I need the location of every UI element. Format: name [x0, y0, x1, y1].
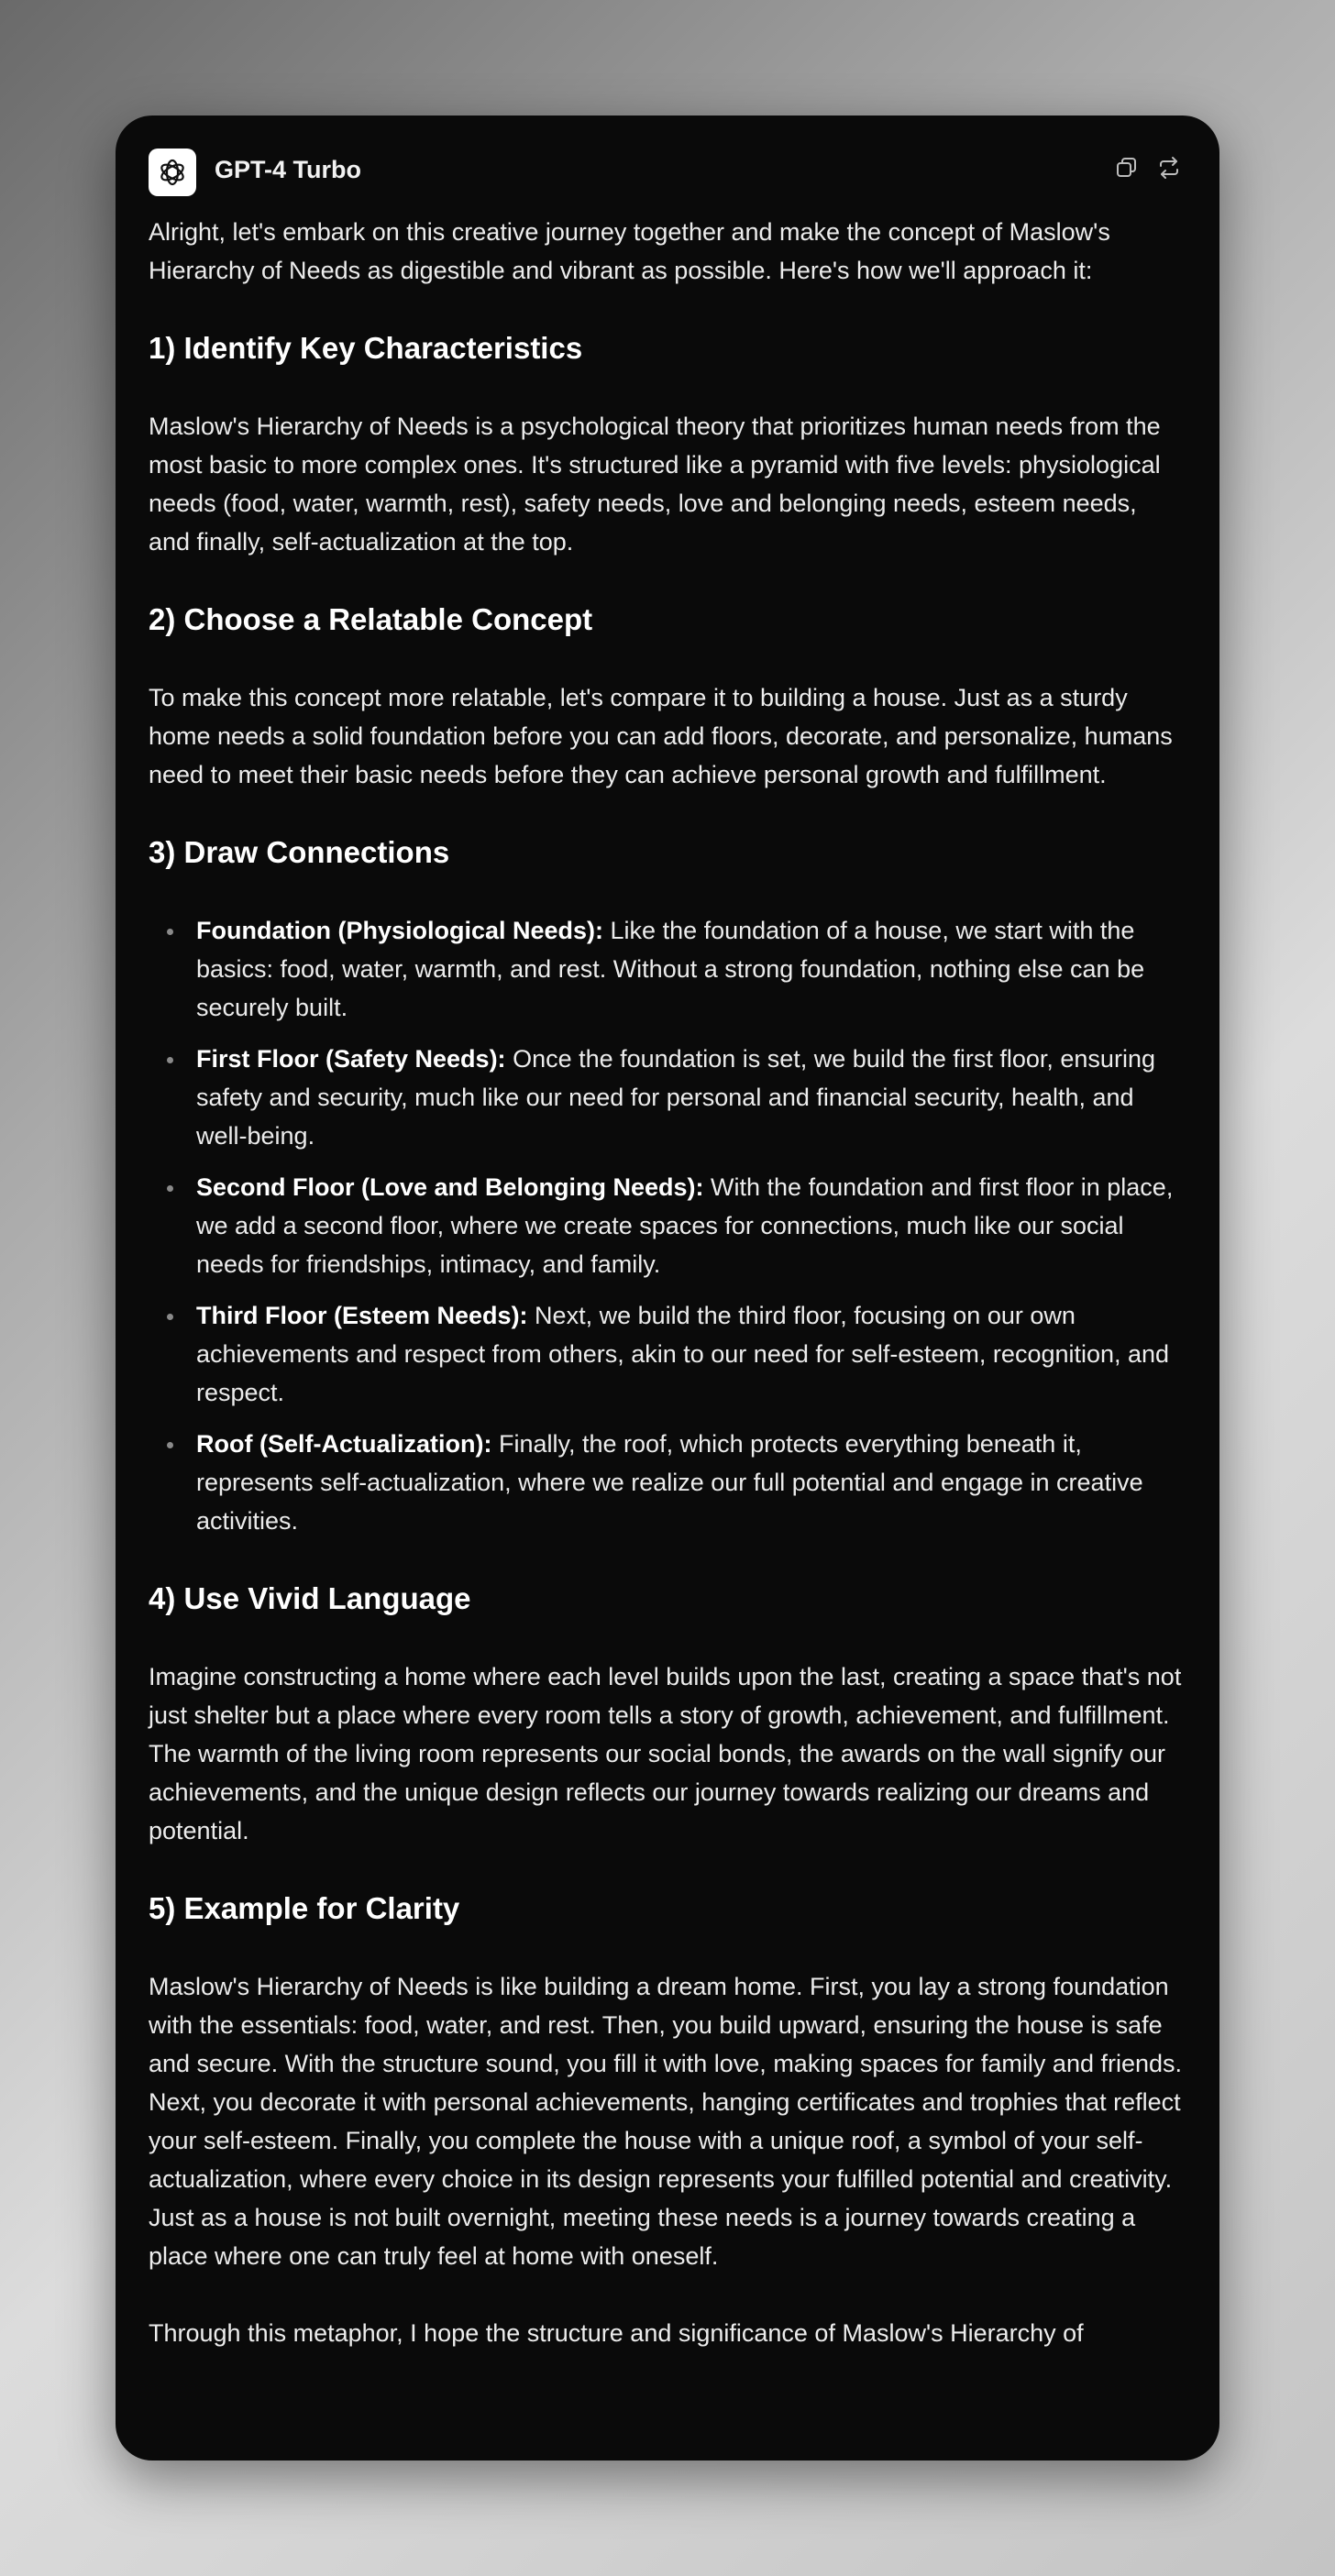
copy-icon[interactable] — [1113, 154, 1141, 182]
message-content — [149, 213, 1185, 2391]
model-name: GPT-4 Turbo — [215, 156, 361, 183]
list-item — [149, 911, 1185, 1027]
list-item — [149, 1425, 1185, 1540]
section-paragraph: Maslow's Hierarchy of Needs is a psychological theory that prioritizes human needs from the most basic to more complex ones. It's structured like a pyramid with five levels: physiological needs (food, water, warmth, rest), safety needs, love and belonging needs, esteem needs, and finally, self-actualization at the top. — [149, 413, 1161, 556]
section-heading: 3) Draw Connections — [149, 835, 450, 869]
intro-paragraph: Alright, let's embark on this creative journey together and make the concept of Maslow's Hierarchy of Needs as digestible and vibrant as possible. Here's how we'll approach it: — [149, 218, 1110, 284]
message-header — [116, 116, 1219, 216]
regenerate-icon[interactable] — [1155, 154, 1183, 182]
openai-logo-icon — [149, 149, 196, 196]
closing-paragraph: Through this metaphor, I hope the structure and significance of Maslow's Hierarchy of — [149, 2319, 1084, 2347]
list-item-text: With the foundation and first floor in place, we add a second floor, where we create spaces for connections, much like our social needs for friendships, intimacy, and family. — [196, 1173, 1174, 1278]
list-item-text: Like the foundation of a house, we start with the basics: food, water, warmth, and rest. Without a strong foundation, nothing else can be securely built. — [196, 917, 1145, 1021]
section-heading: 2) Choose a Relatable Concept — [149, 602, 593, 636]
section-paragraph: Imagine constructing a home where each level builds upon the last, creating a space that's not just shelter but a place where every room tells a story of growth, achievement, and fulfillment. The warmth of the living room represents our social bonds, the awards on the wall signify our achievements, and the unique design reflects our journey towards realizing our dreams and potential. — [149, 1663, 1182, 1844]
section-heading: 1) Identify Key Characteristics — [149, 331, 583, 365]
list-item-label: Roof (Self-Actualization): — [196, 1430, 492, 1458]
list-item — [149, 1168, 1185, 1283]
list-item — [149, 1040, 1185, 1155]
list-item-label: Foundation (Physiological Needs): — [196, 917, 604, 944]
section-heading: 5) Example for Clarity — [149, 1891, 460, 1925]
list-item-text: Next, we build the third floor, focusing on our own achievements and respect from others, akin to our need for self-esteem, recognition, and respect. — [196, 1302, 1170, 1406]
list-item-label: Third Floor (Esteem Needs): — [196, 1302, 528, 1329]
list-item — [149, 1296, 1185, 1412]
chat-message-card — [116, 116, 1219, 2460]
connections-list — [149, 911, 1185, 1540]
list-item-label: Second Floor (Love and Belonging Needs): — [196, 1173, 704, 1201]
section-paragraph: To make this concept more relatable, let's compare it to building a house. Just as a sturdy home needs a solid foundation before you can add floors, decorate, and personalize, humans need to meet their basic needs before they can achieve personal growth and fulfillment. — [149, 684, 1173, 788]
list-item-text: Finally, the roof, which protects everything beneath it, represents self-actualization, where we realize our full potential and engage in creative activities. — [196, 1430, 1143, 1535]
list-item-label: First Floor (Safety Needs): — [196, 1045, 506, 1073]
section-paragraph: Maslow's Hierarchy of Needs is like building a dream home. First, you lay a strong foundation with the essentials: food, water, and rest. Then, you build upward, ensuring the house is safe and secure. With the structure sound, you fill it with love, making spaces for family and friends. Next, you decorate it with personal achievements, hanging certificates and trophies that reflect your self-esteem. Finally, you complete the house with a unique roof, a symbol of your self-actualization, where every choice in its design represents your fulfilled potential and creativity. Just as a house is not built overnight, meeting these needs is a journey towards creating a place where one can truly feel at home with oneself. — [149, 1973, 1183, 2270]
section-heading: 4) Use Vivid Language — [149, 1581, 471, 1615]
list-item-text: Once the foundation is set, we build the first floor, ensuring safety and security, much like our need for personal and financial security, health, and well-being. — [196, 1045, 1155, 1150]
